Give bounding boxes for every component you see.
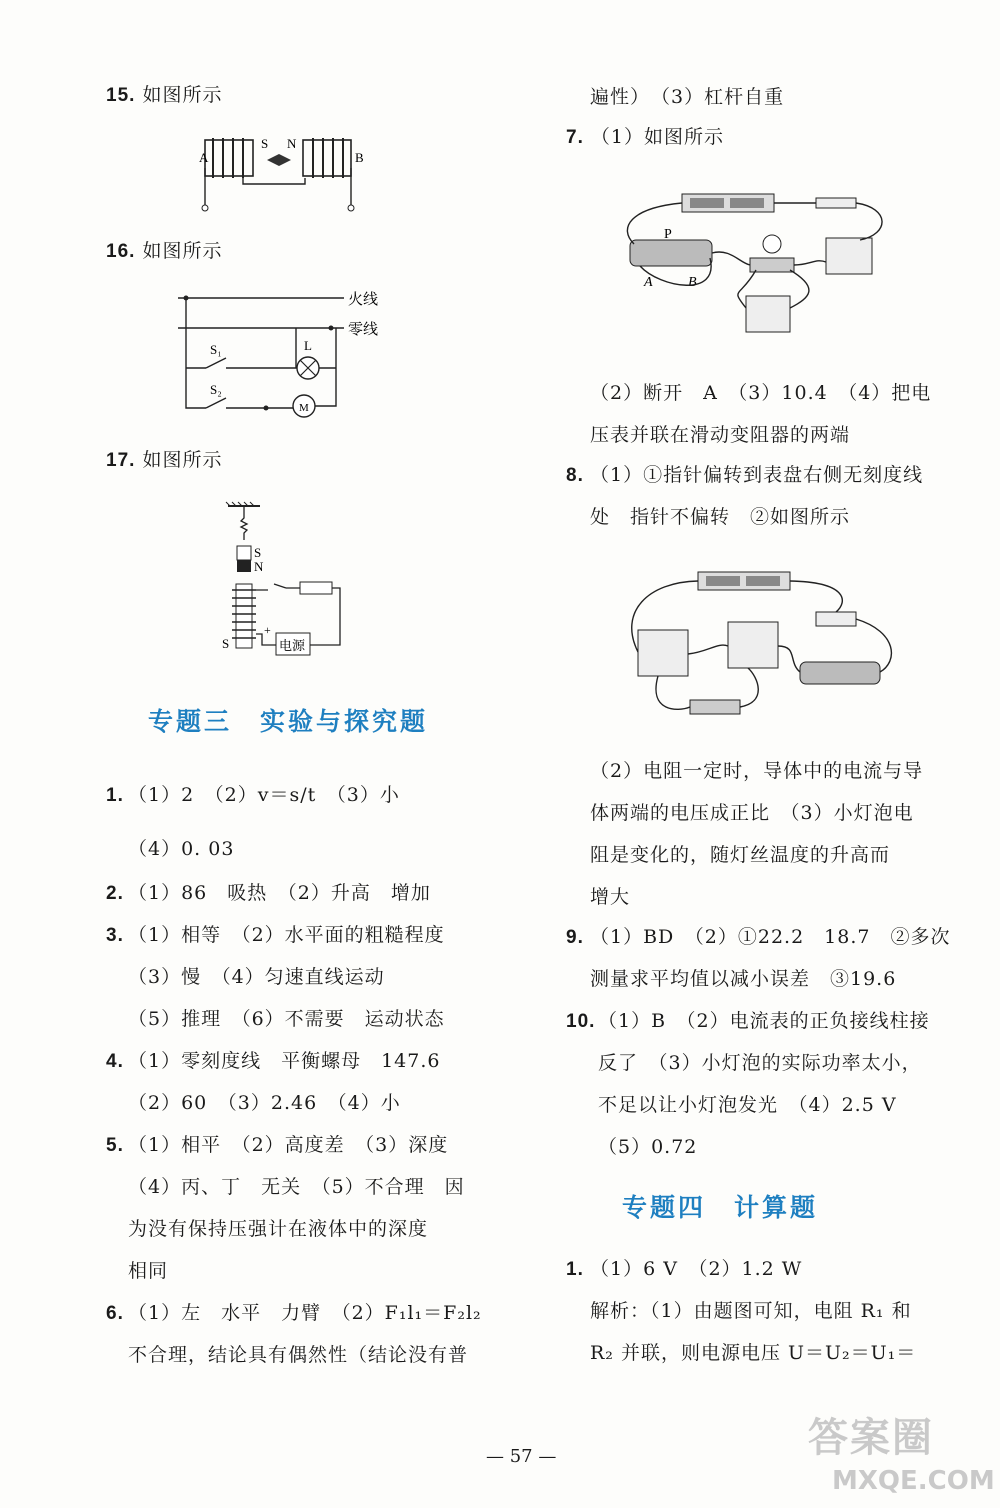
q15-line	[106, 86, 222, 105]
line-number: 10.	[566, 1011, 596, 1032]
answer-line: 处 指针不偏转 ②如图所示	[590, 506, 851, 528]
figure-15-electromagnets	[195, 128, 385, 216]
answer-line: （1）2 （2）v＝s/t （3）小	[128, 784, 400, 806]
answer-line: （4）0. 03	[128, 838, 235, 860]
fig15-a: A	[199, 150, 209, 165]
fire-label: 火线	[348, 292, 379, 308]
answer-line: （1）零刻度线 平衡螺母 147.6	[128, 1050, 441, 1072]
coil-s-label: S	[222, 636, 230, 651]
right-top-line: 遍性） （3）杠杆自重	[590, 86, 785, 108]
answer-line: （1）相平 （2）高度差 （3）深度	[128, 1134, 449, 1156]
answer-line: R₂ 并联，则电源电压 U＝U₂＝U₁＝	[590, 1342, 917, 1364]
answer-line: 阻是变化的，随灯丝温度的升高而	[590, 844, 891, 866]
ammeter-icon	[728, 622, 778, 668]
fig15-n: N	[287, 136, 297, 151]
line-number: 5.	[106, 1135, 124, 1156]
voltmeter-icon	[638, 630, 688, 676]
spring-icon	[241, 506, 247, 540]
line-number: 2.	[106, 883, 124, 904]
answer-line: 体两端的电压成正比 （3）小灯泡电	[590, 802, 914, 824]
q16-line	[106, 242, 222, 261]
answer-line: （2）电阻一定时，导体中的电流与导	[590, 760, 924, 782]
bulb-icon	[763, 235, 781, 253]
voltmeter-icon	[746, 296, 790, 332]
answer-line: 为没有保持压强计在液体中的深度	[128, 1218, 429, 1240]
answer-line: （3）慢 （4）匀速直线运动	[128, 966, 385, 988]
answer-line: （2）60 （3）2.46 （4）小	[128, 1092, 401, 1114]
line-number: 6.	[106, 1303, 124, 1324]
line-number: 8.	[566, 465, 584, 486]
figure-17-electromagnet-spring	[216, 500, 351, 660]
answer-line: （1）相等 （2）水平面的粗糙程度	[128, 924, 445, 946]
switch-icon	[816, 612, 856, 626]
answer-line: 相同	[128, 1260, 169, 1282]
s2-label: S₂	[210, 382, 222, 397]
plus-label: +	[264, 623, 271, 637]
magnet-n-label: N	[254, 559, 264, 574]
page-number: — 57 —	[486, 1446, 557, 1467]
q7-line	[566, 128, 724, 147]
answer-line: （1）BD （2）①22.2 18.7 ②多次	[590, 926, 951, 948]
fig15-b: B	[355, 150, 364, 165]
answer-line: 压表并联在滑动变阻器的两端	[590, 424, 851, 446]
answer-line: 解析：（1）由题图可知，电阻 R₁ 和	[590, 1300, 912, 1322]
s1-label: S₁	[210, 342, 222, 357]
section3-title: 专题三 实验与探究题	[148, 707, 429, 736]
figure-7-circuit	[620, 178, 920, 353]
ammeter-icon	[826, 238, 872, 274]
figure-16-household-circuit	[176, 288, 396, 438]
answer-line: （1）左 水平 力臂 （2）F₁l₁＝F₂l₂	[128, 1302, 482, 1324]
lamp-label: L	[304, 338, 312, 353]
compass-needle	[267, 154, 291, 166]
magnet-icon	[237, 560, 251, 572]
switch-icon	[816, 198, 856, 208]
q16-number: 16.	[106, 241, 136, 262]
rheostat-icon	[630, 240, 712, 266]
watermark-logo: 答案圈	[808, 1415, 934, 1461]
answer-line: 增大	[590, 886, 631, 908]
fig7-p: P	[664, 227, 672, 242]
answer-line: （5）推理 （6）不需要 运动状态	[128, 1008, 445, 1030]
answer-line: （1）6 V （2）1.2 W	[590, 1258, 803, 1280]
q7-number: 7.	[566, 127, 584, 148]
motor-label: M	[299, 402, 309, 414]
answer-line: （5）0.72	[598, 1136, 698, 1158]
line-number: 9.	[566, 927, 584, 948]
magnet-s-label: S	[254, 545, 262, 560]
zero-label: 零线	[348, 322, 379, 338]
fig7-a: A	[644, 275, 653, 290]
answer-line: （1）B （2）电流表的正负接线柱接	[598, 1010, 930, 1032]
fig7-b: B	[688, 275, 697, 290]
rheostat-icon	[800, 662, 880, 684]
right-coil	[313, 138, 343, 178]
q7-text: （1）如图所示	[590, 126, 724, 148]
answer-line: （4）丙、丁 无关 （5）不合理 因	[128, 1176, 465, 1198]
answer-line: （2）断开 A （3）10.4 （4）把电	[590, 382, 932, 404]
q15-text: 如图所示	[142, 84, 223, 106]
section4-title: 专题四 计算题	[622, 1193, 819, 1222]
q17-line	[106, 451, 222, 470]
line-number: 4.	[106, 1051, 124, 1072]
left-coil	[213, 138, 243, 178]
figure-8-circuit	[618, 562, 908, 732]
line-number: 1.	[566, 1259, 584, 1280]
q17-text: 如图所示	[142, 449, 223, 471]
q17-number: 17.	[106, 450, 136, 471]
answer-line: 测量求平均值以减小误差 ③19.6	[590, 968, 897, 990]
line-number: 3.	[106, 925, 124, 946]
coil-icon	[232, 590, 256, 638]
fig15-s: S	[261, 136, 269, 151]
watermark-url: MXQE.COM	[832, 1466, 995, 1496]
answer-line: （1）①指针偏转到表盘右侧无刻度线	[590, 464, 924, 486]
q15-number: 15.	[106, 85, 136, 106]
answer-line: 不足以让小灯泡发光 （4）2.5 V	[598, 1094, 897, 1116]
line-number: 1.	[106, 785, 124, 806]
answer-line: 反了 （3）小灯泡的实际功率太小，	[598, 1052, 922, 1074]
answer-line: （1）86 吸热 （2）升高 增加	[128, 882, 431, 904]
q16-text: 如图所示	[142, 240, 223, 262]
answer-line: 不合理，结论具有偶然性（结论没有普	[128, 1344, 469, 1366]
power-label: 电源	[279, 638, 306, 653]
resistor-icon	[690, 700, 740, 714]
